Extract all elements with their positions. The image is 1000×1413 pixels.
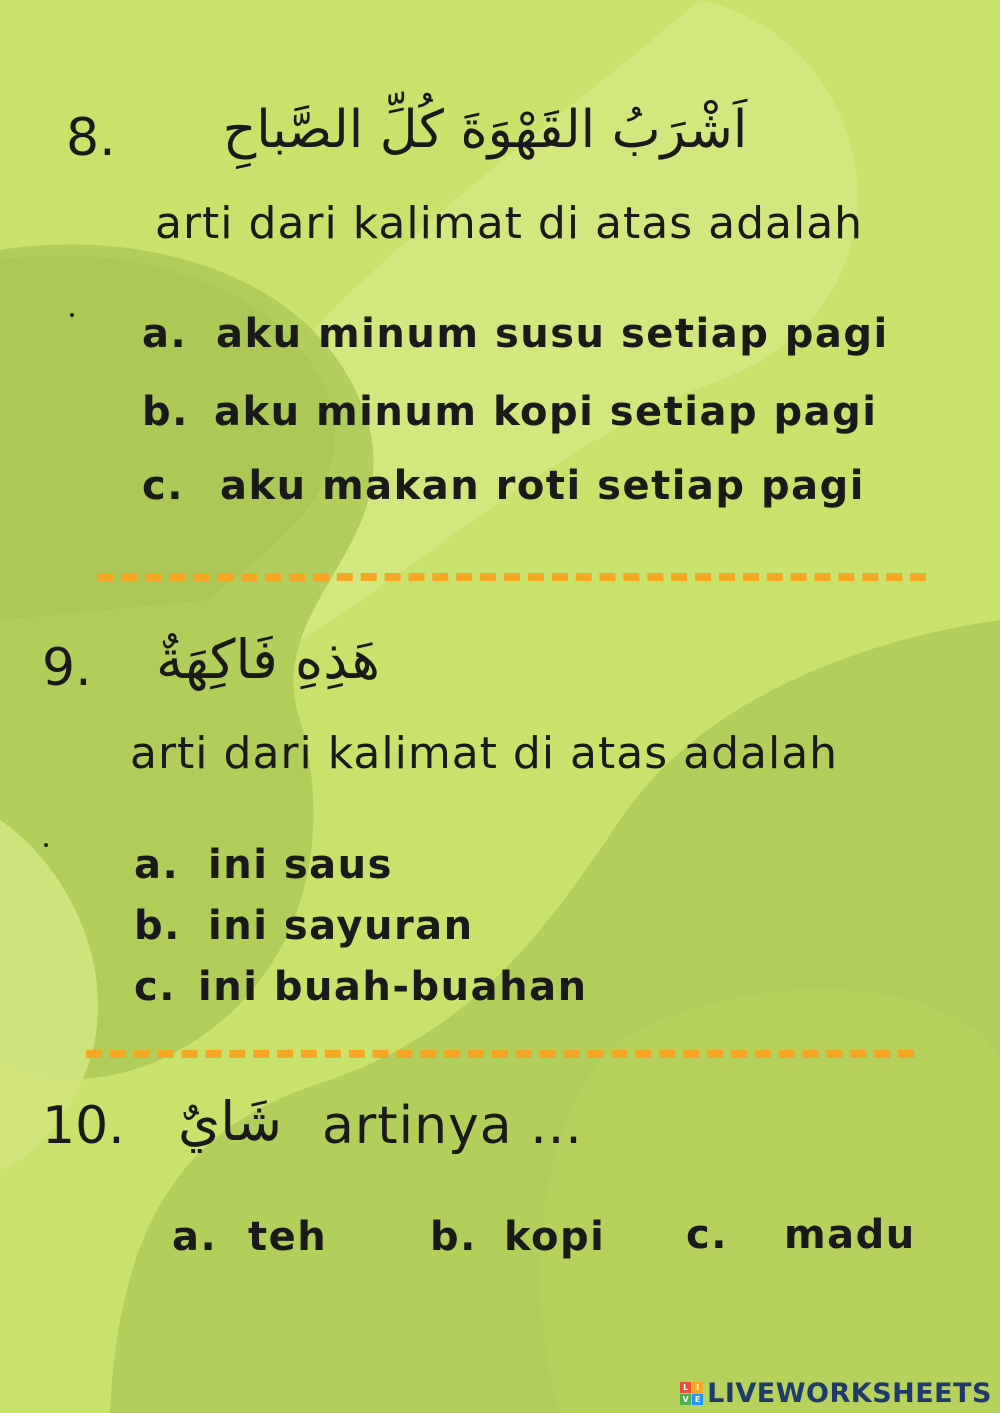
- option-letter: a.: [172, 1214, 218, 1260]
- option-text: aku minum susu setiap pagi: [216, 311, 889, 357]
- logo-mark-letter: L: [680, 1382, 691, 1393]
- option-text: teh: [248, 1214, 328, 1260]
- option-letter: a.: [142, 311, 188, 357]
- question-9-arabic: هَذِهِ فَاكِهَةٌ: [155, 628, 381, 691]
- question-10-option-c[interactable]: [686, 1212, 916, 1258]
- bullet-dot: [44, 843, 48, 847]
- option-letter: c.: [134, 964, 176, 1010]
- option-letter: b.: [430, 1214, 477, 1260]
- question-8-number: 8.: [66, 108, 116, 168]
- option-letter: b.: [142, 389, 189, 435]
- logo-mark-letter: I: [692, 1382, 703, 1393]
- option-letter: a.: [134, 842, 180, 888]
- divider-2: [86, 1050, 914, 1058]
- question-10-option-a[interactable]: [172, 1214, 327, 1260]
- option-letter: b.: [134, 903, 181, 949]
- question-10-option-b[interactable]: [430, 1214, 605, 1260]
- question-10-arabic: شَايٌ: [178, 1090, 282, 1153]
- option-text: kopi: [504, 1214, 606, 1260]
- option-text: aku minum kopi setiap pagi: [214, 389, 878, 435]
- option-text: ini buah-buahan: [198, 964, 588, 1010]
- option-text: madu: [784, 1212, 916, 1258]
- option-letter: c.: [142, 463, 184, 509]
- question-8-option-b[interactable]: [142, 389, 878, 435]
- logo-mark-letter: E: [692, 1394, 703, 1405]
- question-9-prompt: arti dari kalimat di atas adalah: [130, 728, 839, 779]
- question-9-option-c[interactable]: [134, 964, 588, 1010]
- question-9-option-a[interactable]: [134, 842, 393, 888]
- bullet-dot: [70, 313, 74, 317]
- question-8-option-c[interactable]: [142, 463, 865, 509]
- divider-1: [98, 573, 926, 581]
- option-letter: c.: [686, 1212, 728, 1258]
- option-text: aku makan roti setiap pagi: [220, 463, 865, 509]
- question-8-arabic: اَشْرَبُ القَهْوَةَ كُلِّ الصَّباحِ: [222, 100, 748, 160]
- option-text: ini sayuran: [208, 903, 474, 949]
- question-9-option-b[interactable]: [134, 903, 474, 949]
- question-10-prompt: artinya ...: [322, 1096, 583, 1156]
- logo-mark-icon: [680, 1382, 703, 1405]
- liveworksheets-logo[interactable]: [680, 1378, 992, 1408]
- question-8-option-a[interactable]: [142, 311, 889, 357]
- question-9-number: 9.: [42, 638, 92, 698]
- logo-mark-letter: V: [680, 1394, 691, 1405]
- question-10-number: 10.: [42, 1096, 125, 1156]
- option-text: ini saus: [208, 842, 393, 888]
- logo-text: LIVEWORKSHEETS: [707, 1377, 992, 1409]
- question-8-prompt: arti dari kalimat di atas adalah: [155, 198, 864, 249]
